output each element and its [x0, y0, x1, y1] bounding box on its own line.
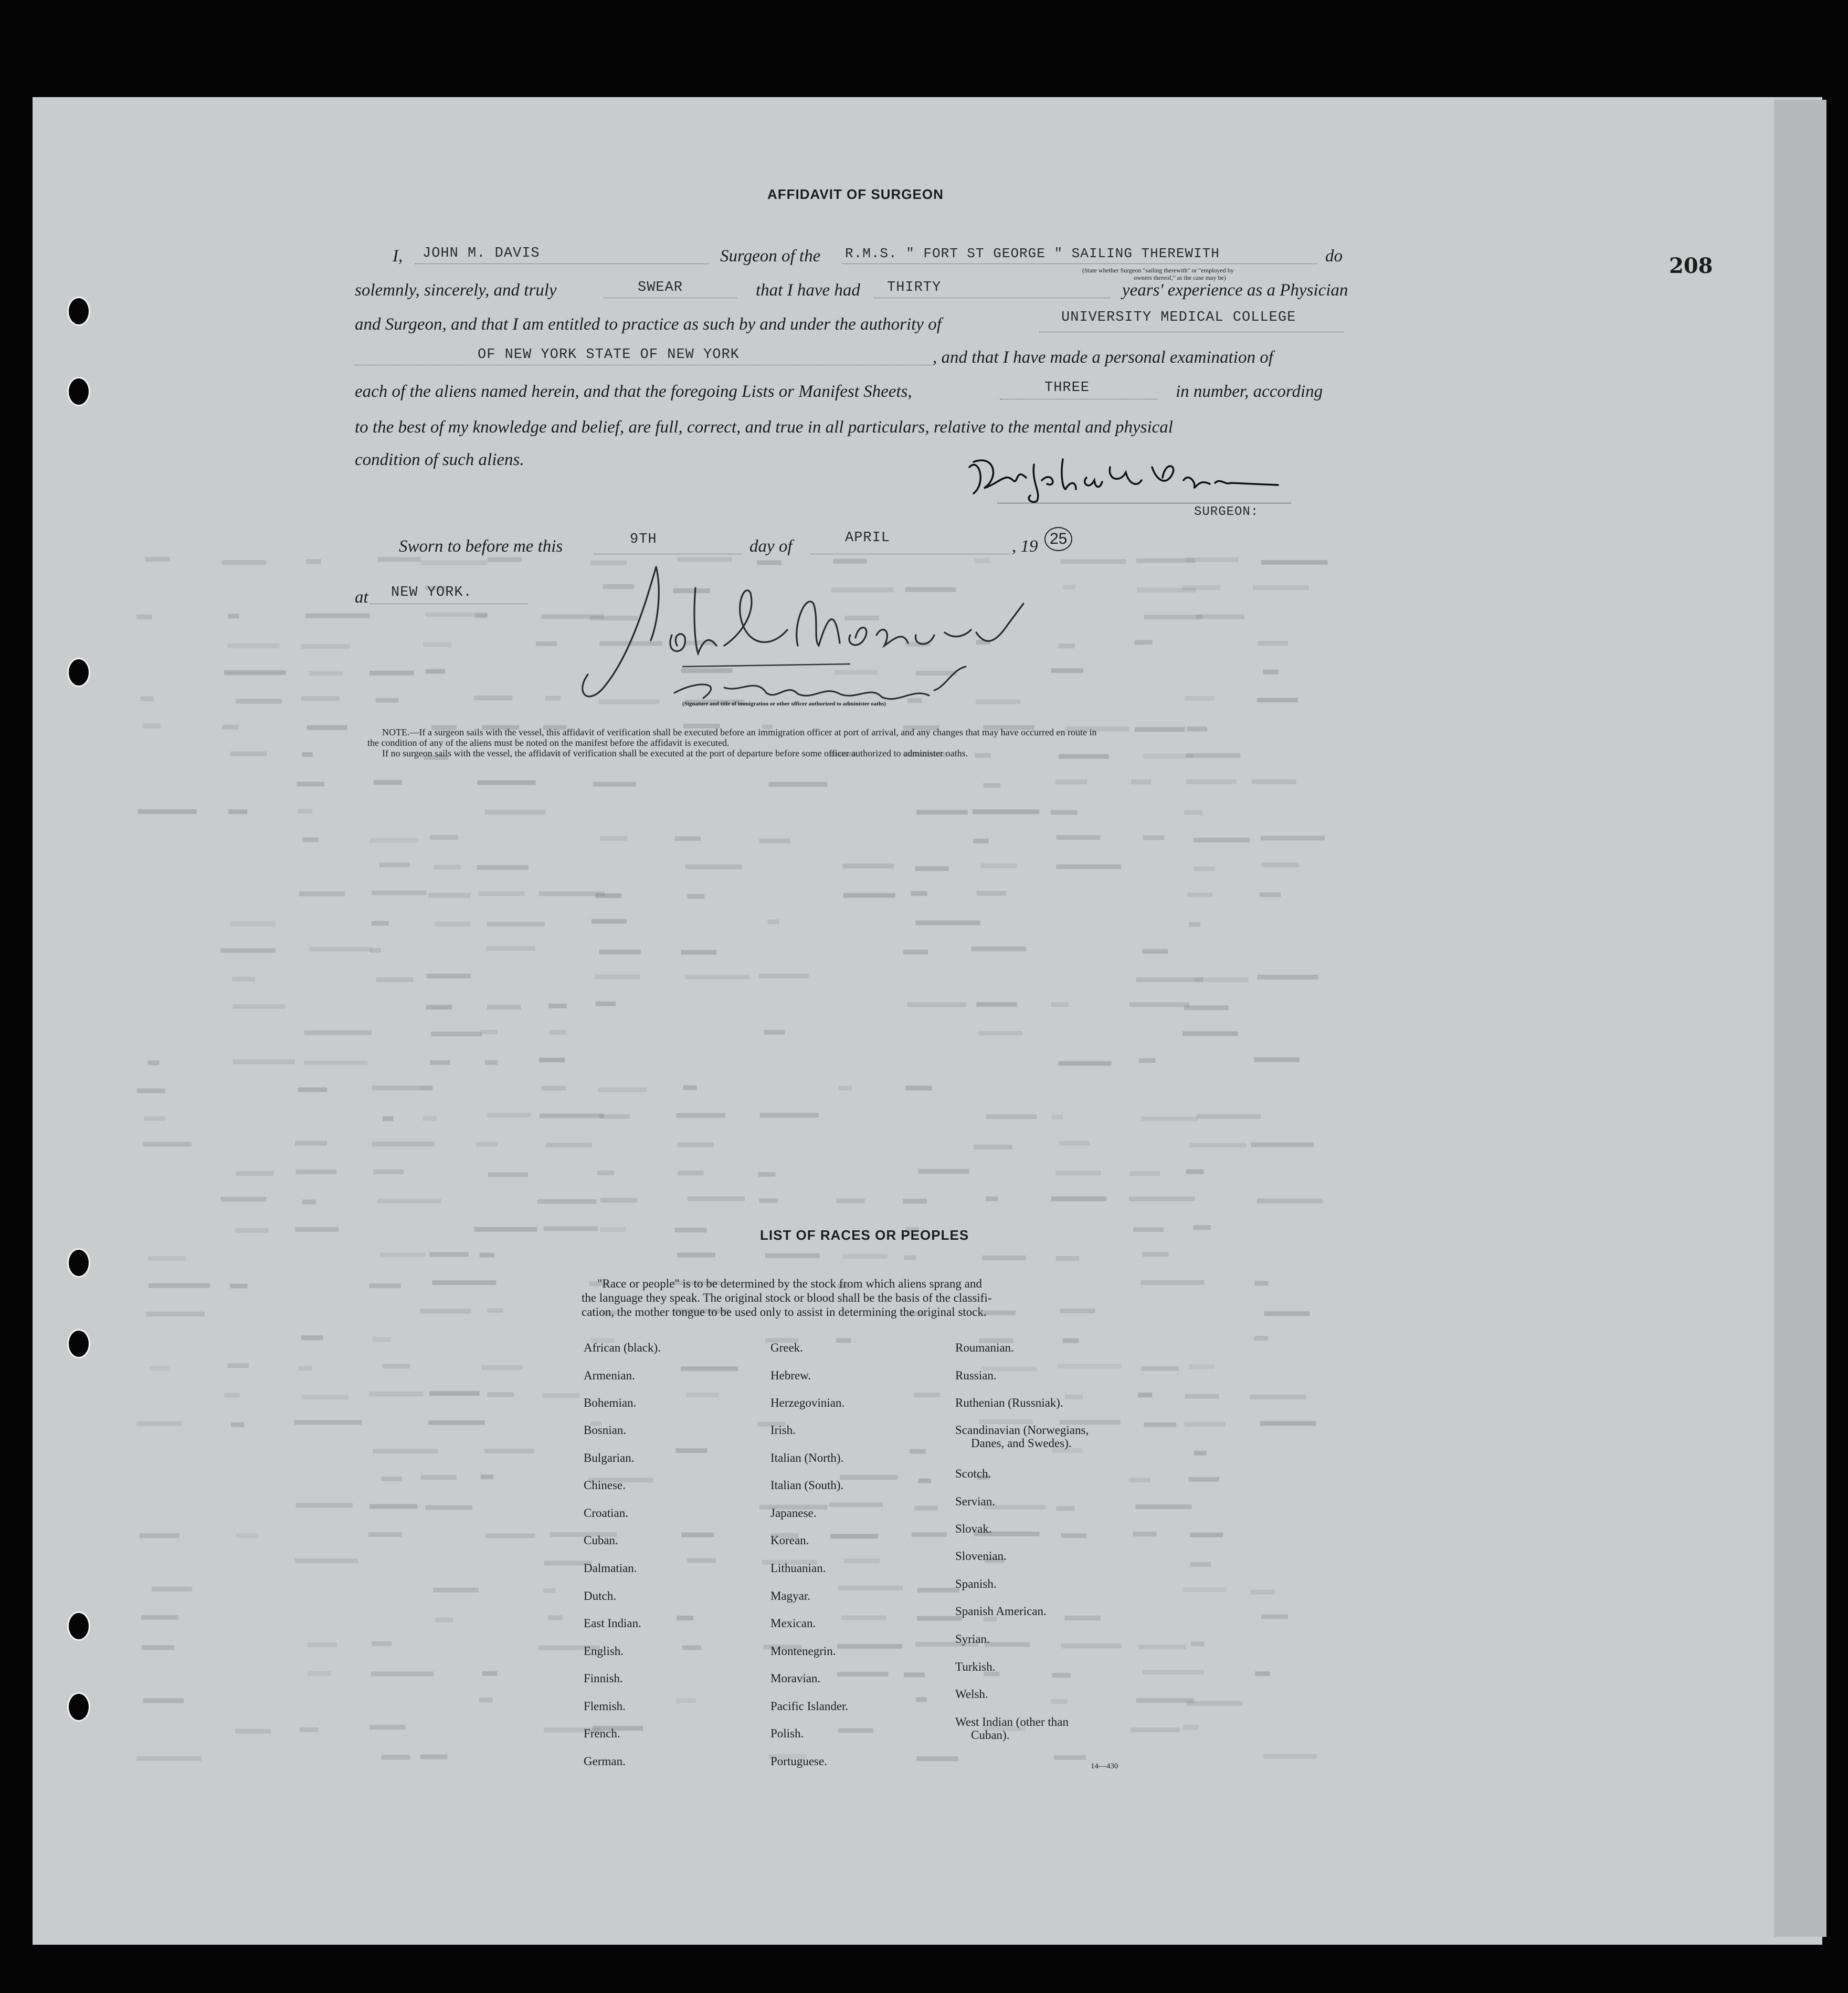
page-edge: [1774, 100, 1826, 1937]
race-item: Korean.: [770, 1534, 809, 1547]
race-item: Greek.: [770, 1341, 803, 1354]
race-item: Italian (North).: [770, 1451, 844, 1464]
aliens-text: each of the aliens named herein, and that the foregoing Lists or Manifest Sheets,: [355, 382, 912, 401]
race-item: Dutch.: [584, 1589, 616, 1602]
authority-text: and Surgeon, and that I am entitled to practice as such by and under the authority of: [355, 315, 942, 334]
race-item: Scandinavian (Norwegians,: [955, 1423, 1089, 1437]
surgeon-name: JOHN M. DAVIS: [423, 246, 540, 261]
years-experience-text: years' experience as a Physician: [1122, 281, 1348, 300]
race-item: Irish.: [770, 1423, 796, 1437]
surgeon-label: SURGEON:: [1194, 505, 1259, 519]
race-item: Russian.: [955, 1369, 997, 1382]
races-intro-1: "Race or people" is to be determined by the stock from which aliens sprang and: [597, 1277, 982, 1290]
sworn-place: NEW YORK.: [391, 585, 472, 600]
note-line-3: If no surgeon sails with the vessel, the affidavit of verification shall be executed at the port of departure before some officer authorized to administer oaths.: [382, 748, 968, 758]
state-note-1: (State whether Surgeon "sailing therewith" or "employed by: [1082, 267, 1234, 274]
race-item: Hebrew.: [770, 1369, 811, 1382]
race-item: Dalmatian.: [584, 1562, 637, 1575]
i-label: I,: [393, 247, 403, 266]
race-item: Herzegovinian.: [770, 1396, 845, 1409]
race-item: Chinese.: [584, 1479, 626, 1492]
race-item: Scotch.: [955, 1467, 991, 1480]
sworn-before-text: Sworn to before me this: [399, 537, 563, 556]
state-note-2: owners thereof," as the case may be): [1134, 274, 1226, 281]
race-item: Montenegrin.: [770, 1644, 836, 1658]
race-item: Italian (South).: [770, 1479, 844, 1492]
affidavit-title: AFFIDAVIT OF SURGEON: [767, 186, 944, 202]
inspector-signature: [567, 556, 1081, 724]
form-number: 14—430: [1091, 1762, 1118, 1770]
race-item: East Indian.: [584, 1617, 641, 1630]
have-had-text: that I have had: [756, 281, 860, 300]
race-item: Ruthenian (Russniak).: [955, 1396, 1063, 1409]
officer-caption: (Signature and title of immigration or other officer authorized to administer oaths): [682, 701, 886, 707]
race-item: Turkish.: [955, 1660, 996, 1673]
year-suffix: 25: [1044, 527, 1072, 551]
races-intro-3: cation, the mother tongue to be used only to assist in determining the original stock.: [582, 1305, 987, 1319]
race-item: Polish.: [770, 1727, 804, 1740]
race-item: Slovenian.: [955, 1549, 1007, 1563]
sworn-day: 9TH: [630, 532, 657, 547]
race-item: Mexican.: [770, 1617, 816, 1630]
race-item: Finnish.: [584, 1672, 623, 1685]
in-number-text: in number, according: [1176, 382, 1323, 401]
surgeon-of-label: Surgeon of the: [720, 247, 821, 266]
race-item: Magyar.: [770, 1589, 811, 1602]
race-item: Servian.: [955, 1495, 996, 1508]
race-item: Portuguese.: [770, 1755, 827, 1768]
race-item: Bulgarian.: [584, 1451, 635, 1464]
race-item: English.: [584, 1644, 624, 1658]
note-line-1: NOTE.—If a surgeon sails with the vessel, this affidavit of verification shall be executed before an immigration officer at port of arrival, and any changes that may have occurred en route in: [382, 727, 1097, 737]
years-count: THIRTY: [887, 280, 942, 296]
binder-hole: [67, 297, 90, 326]
day-of-text: day of: [749, 537, 793, 556]
races-intro-2: the language they speak. The original stock or blood shall be the basis of the classifi-: [582, 1291, 992, 1304]
binder-hole: [67, 377, 90, 406]
race-item: Flemish.: [584, 1700, 626, 1713]
best-knowledge-text: to the best of my knowledge and belief, are full, correct, and true in all particulars, relative to the mental and physical: [355, 418, 1173, 437]
vessel-name: R.M.S. " FORT ST GEORGE " SAILING THEREWITH: [845, 246, 1220, 261]
race-item: Welsh.: [955, 1688, 988, 1701]
races-title: LIST OF RACES OR PEOPLES: [760, 1227, 969, 1243]
document-page: [33, 97, 1822, 1945]
oath-word: SWEAR: [638, 280, 683, 296]
race-item: West Indian (other than: [955, 1715, 1069, 1728]
year-prefix: , 19: [1012, 537, 1038, 556]
binder-hole: [67, 658, 90, 687]
surgeon-signature: [963, 451, 1289, 509]
race-item: Pacific Islander.: [770, 1700, 849, 1713]
race-item: Moravian.: [770, 1672, 821, 1685]
race-item: Lithuanian.: [770, 1562, 826, 1575]
binder-hole: [67, 1692, 90, 1722]
race-item: Spanish American.: [955, 1605, 1047, 1618]
race-item: Danes, and Swedes).: [971, 1437, 1072, 1450]
race-item: Cuban.: [584, 1534, 618, 1547]
race-item: Armenian.: [584, 1369, 635, 1382]
race-item: Bohemian.: [584, 1396, 637, 1409]
authority-line-1: UNIVERSITY MEDICAL COLLEGE: [1061, 310, 1296, 325]
at-label: at: [355, 588, 368, 607]
race-item: Spanish.: [955, 1577, 997, 1590]
race-item: Roumanian.: [955, 1341, 1014, 1354]
race-item: German.: [584, 1755, 626, 1768]
authority-line-2: OF NEW YORK STATE OF NEW YORK: [478, 347, 740, 363]
binder-hole: [67, 1248, 90, 1278]
race-item: Croatian.: [584, 1506, 628, 1520]
race-item: Japanese.: [770, 1506, 817, 1520]
race-item: African (black).: [584, 1341, 661, 1354]
binder-hole: [67, 1611, 90, 1641]
race-item: Syrian.: [955, 1632, 990, 1646]
do-label: do: [1325, 247, 1343, 266]
page-number: 208: [1669, 254, 1713, 278]
binder-hole: [67, 1329, 90, 1358]
personal-exam-text: , and that I have made a personal examination of: [933, 348, 1273, 367]
solemnly-text: solemnly, sincerely, and truly: [355, 281, 557, 300]
race-item: French.: [584, 1727, 620, 1740]
sworn-month: APRIL: [845, 530, 891, 546]
race-item: Bosnian.: [584, 1423, 627, 1437]
sheets-count: THREE: [1044, 380, 1090, 396]
note-line-2: the condition of any of the aliens must be noted on the manifest before the affidavit is executed.: [367, 737, 730, 748]
race-item: Slovak.: [955, 1522, 992, 1535]
race-item: Cuban).: [971, 1728, 1010, 1742]
condition-text: condition of such aliens.: [355, 450, 524, 469]
